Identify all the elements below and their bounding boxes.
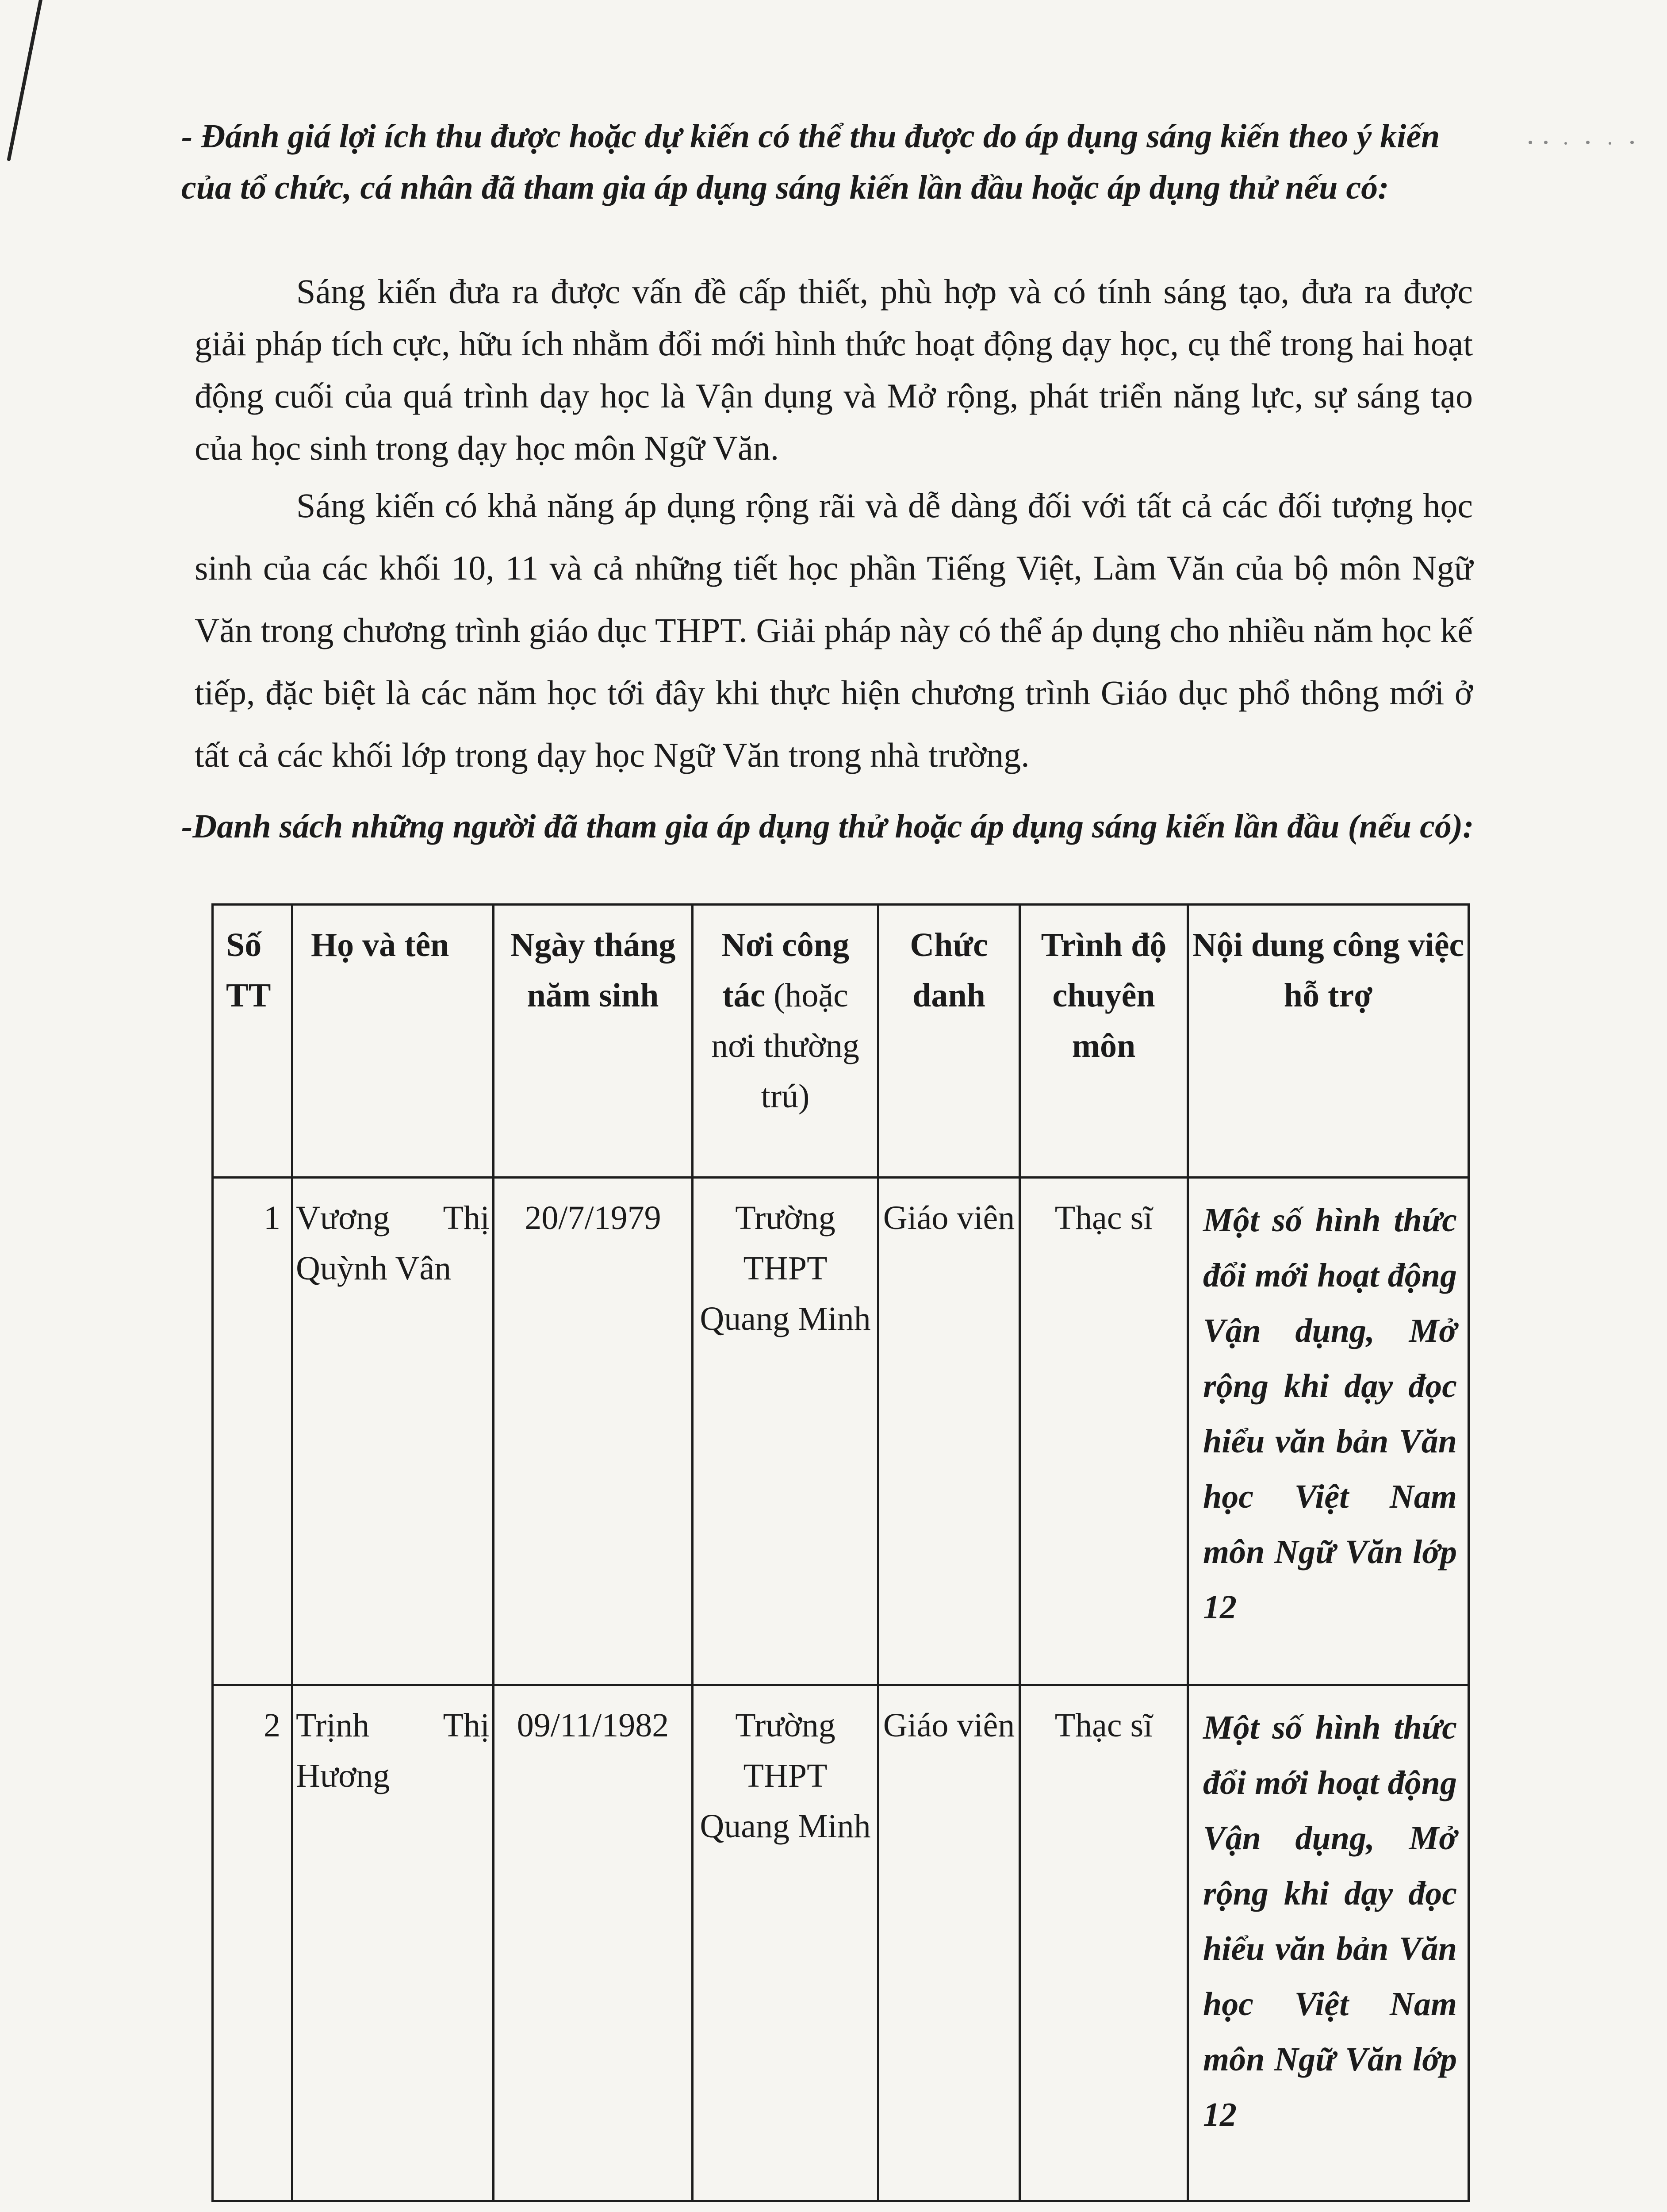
participants-table xyxy=(211,903,1470,2202)
name-last: Quỳnh Vân xyxy=(296,1250,452,1287)
margin-pen-mark xyxy=(0,0,53,186)
row-name xyxy=(292,1178,494,1685)
header-name: Họ và tên xyxy=(292,905,494,1178)
name-last: Hương xyxy=(296,1757,390,1794)
row-task: Một số hình thức đổi mới hoạt động Vận dụng, Mở rộng khi dạy đọc hiểu văn bản Văn học Việt Nam môn Ngữ Văn lớp 12 xyxy=(1188,1178,1469,1685)
name-middle: Thị xyxy=(443,1199,490,1237)
row-qualification: Thạc sĩ xyxy=(1020,1178,1188,1685)
name-first-line xyxy=(296,1193,490,1243)
name-first: Trịnh xyxy=(296,1707,370,1744)
row-task: Một số hình thức đổi mới hoạt động Vận dụng, Mở rộng khi dạy đọc hiểu văn bản Văn học Việt Nam môn Ngữ Văn lớp 12 xyxy=(1188,1685,1469,2201)
row-number: 2 xyxy=(213,1685,292,2201)
row-dob: 20/7/1979 xyxy=(494,1178,693,1685)
row-title: Giáo viên xyxy=(878,1685,1020,2201)
row-dob: 09/11/1982 xyxy=(494,1685,693,2201)
header-title: Chức danh xyxy=(878,905,1020,1178)
header-qualification: Trình độ chuyên môn xyxy=(1020,905,1188,1178)
header-workplace: Nơi công tác (hoặc nơi thường trú) xyxy=(693,905,878,1178)
edge-scan-dots xyxy=(1521,133,1654,150)
row-workplace: Trường THPT Quang Minh xyxy=(693,1178,878,1685)
row-name xyxy=(292,1685,494,2201)
table-row xyxy=(213,1178,1469,1685)
header-task: Nội dung công việc hỗ trợ xyxy=(1188,905,1469,1178)
heading-participant-list: -Danh sách những người đã tham gia áp dụng thử hoặc áp dụng sáng kiến lần đầu (nếu có): xyxy=(181,808,1474,845)
name-middle: Thị xyxy=(443,1707,490,1744)
row-workplace: Trường THPT Quang Minh xyxy=(693,1685,878,2201)
paragraph-applicability: Sáng kiến có khả năng áp dụng rộng rãi và dễ dàng đối với tất cả các đối tượng học sinh của các khối 10, 11 và cả những tiết học phần Tiếng Việt, Làm Văn của bộ môn Ngữ Văn trong chương trình giáo dục THPT. Giải pháp này có thể áp dụng cho nhiều năm học kế tiếp, đặc biệt là các năm học tới đây khi thực hiện chương trình Giáo dục phổ thông mới ở tất cả các khối lớp trong dạy học Ngữ Văn trong nhà trường. xyxy=(195,486,1473,774)
header-workplace-bold: Nơi công tác xyxy=(721,926,850,1014)
header-dob: Ngày tháng năm sinh xyxy=(494,905,693,1178)
name-first-line xyxy=(296,1700,490,1751)
header-no: Số TT xyxy=(213,905,292,1178)
name-first: Vương xyxy=(296,1199,390,1237)
table-header-row xyxy=(213,905,1469,1178)
row-title: Giáo viên xyxy=(878,1178,1020,1685)
heading-benefits: - Đánh giá lợi ích thu được hoặc dự kiến có thể thu được do áp dụng sáng kiến theo ý kiến của tổ chức, cá nhân đã tham gia áp dụng sáng kiến lần đầu hoặc áp dụng thử nếu có: xyxy=(181,118,1440,206)
row-qualification: Thạc sĩ xyxy=(1020,1685,1188,2201)
table-row xyxy=(213,1685,1469,2201)
paragraph-innovation: Sáng kiến đưa ra được vấn đề cấp thiết, phù hợp và có tính sáng tạo, đưa ra được giải pháp tích cực, hữu ích nhằm đổi mới hình thức hoạt động dạy học, cụ thể trong hai hoạt động cuối của quá trình dạy học là Vận dụng và Mở rộng, phát triển năng lực, sự sáng tạo của học sinh trong dạy học môn Ngữ Văn. xyxy=(195,272,1473,467)
row-number: 1 xyxy=(213,1178,292,1685)
